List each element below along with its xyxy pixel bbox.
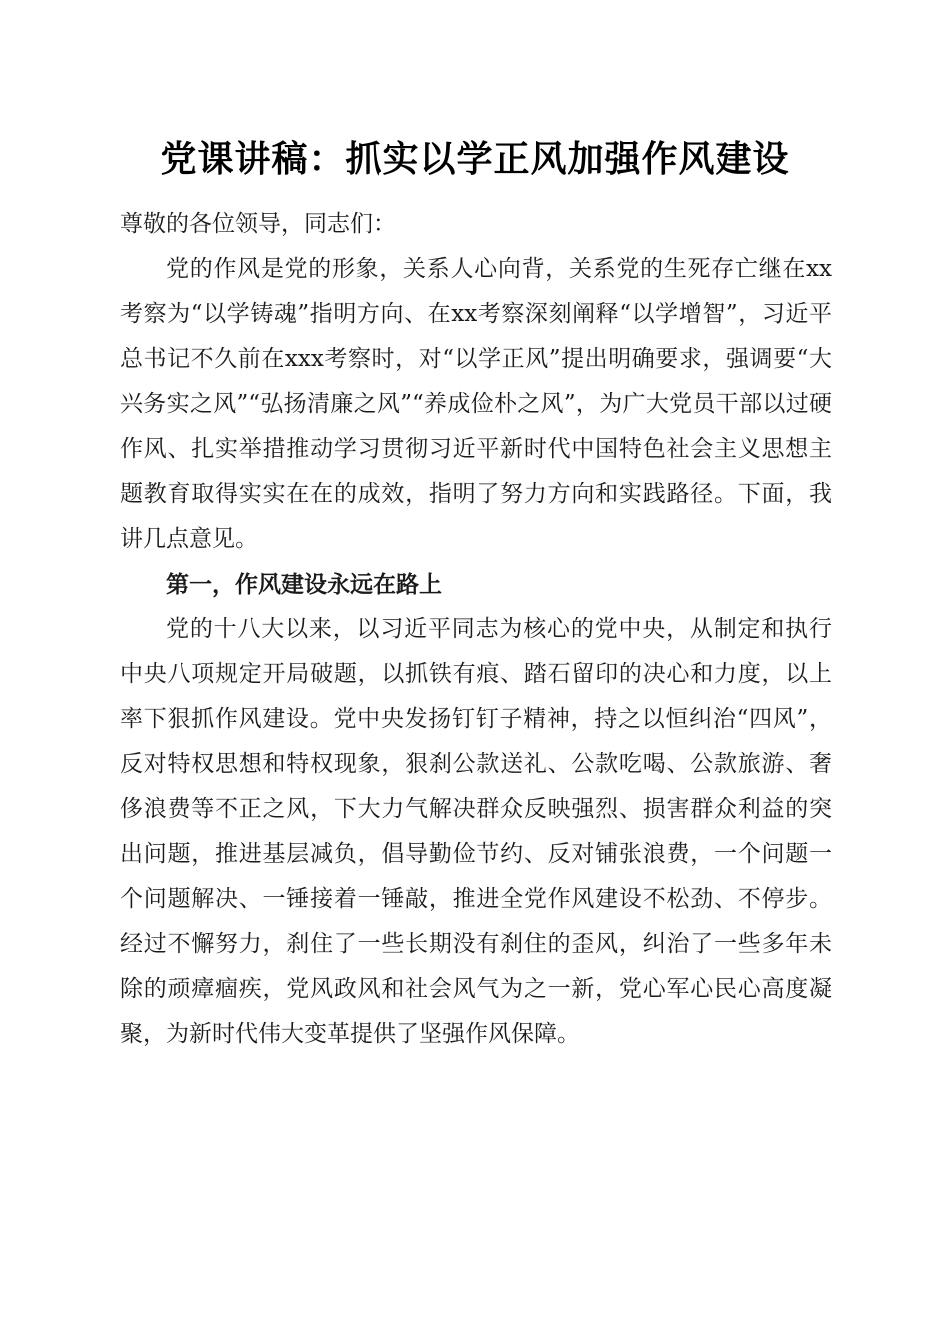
intro-paragraph: 党的作风是党的形象，关系人心向背，关系党的生死存亡继在xx考察为“以学铸魂”指明方向、在xx考察深刻阐释“以学增智”，习近平总书记不久前在xxx考察时，对“以学正风”提出明确要求，强调要“大兴务实之风”“弘扬清廉之风”“养成俭朴之风”，为广大党员干部以过硬作风、扎实举措推动学习贯彻习近平新时代中国特色社会主义思想主题教育取得实实在在的成效，指明了努力方向和实践路径。下面，我讲几点意见。: [120, 256, 832, 552]
section-heading: 第一，作风建设永远在路上: [166, 571, 442, 598]
document-body: [120, 202, 832, 1057]
salutation: 尊敬的各位领导，同志们：: [120, 211, 396, 237]
section-paragraph: 党的十八大以来，以习近平同志为核心的党中央，从制定和执行中央八项规定开局破题，以抓铁有痕、踏石留印的决心和力度，以上率下狠抓作风建设。党中央发扬钉钉子精神，持之以恒纠治“四风”，反对特权思想和特权现象，狠刹公款送礼、公款吃喝、公款旅游、奢侈浪费等不正之风，下大力气解决群众反映强烈、损害群众利益的突出问题，推进基层减负，倡导勤俭节约、反对铺张浪费，一个问题一个问题解决、一锤接着一锤敲，推进全党作风建设不松劲、不停步。经过不懈努力，刹住了一些长期没有刹住的歪风，纠治了一些多年未除的顽瘴痼疾，党风政风和社会风气为之一新，党心军心民心高度凝聚，为新时代伟大变革提供了坚强作风保障。: [120, 616, 832, 1047]
document-title: 党课讲稿：抓实以学正风加强作风建设: [160, 139, 790, 180]
